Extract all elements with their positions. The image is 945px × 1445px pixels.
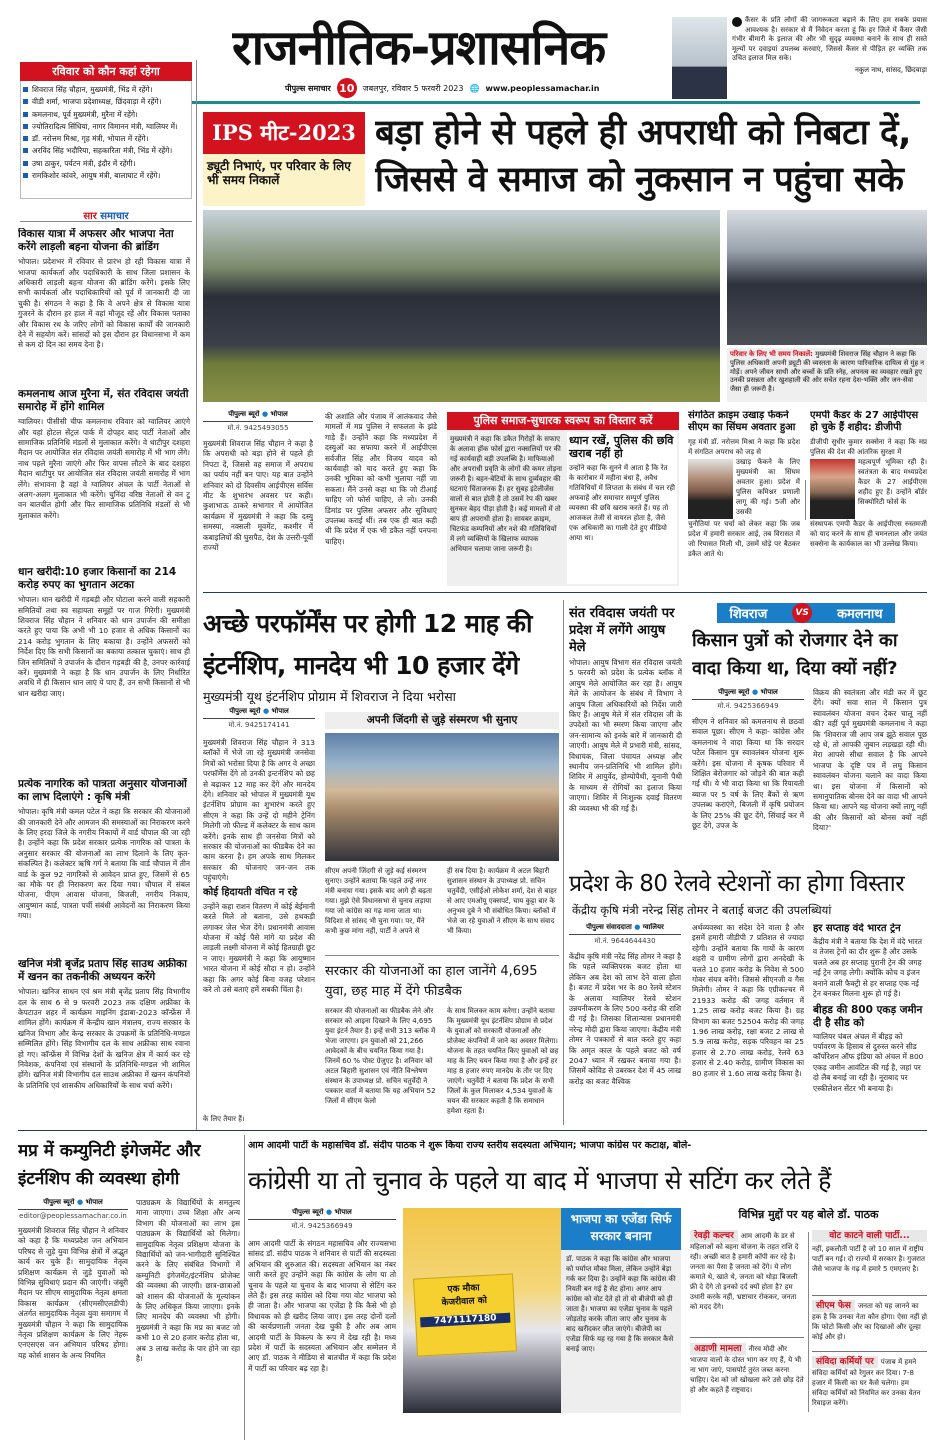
byline-source: पीपुल्स ब्यूरो — [228, 410, 260, 418]
police-body: मुख्यमंत्री ने कहा कि डकैत गिरोहों के सफाए के अलावा हॉक फोर्स द्वारा नक्सलियों पर की गई कार्यवाही बड़ी उपलब्धि है। माफियाओं और अपराधी प्रवृति के लोगों की कमर तोड़ना जरूरी है। बहन-बेटियों के साथ दुर्व्यवहार की घटनाएं चिंताजनक हैं। हर सुबह इंटेलीजेंस वालों से बात होती है तो उसमें रेप की खबर सुनकर बेहद पीड़ा होती है। कई मामलों में तो बाप ही अपराधी होता है। सायबर क्राइम, चिटफंड कम्पनियों और नशे की गतिविधियों में लगे व्यक्तियों के खिलाफ व्यापक अभियान चलाया जाना जरूरी है। — [450, 435, 562, 553]
brief-body: भोपाल। प्रदेशभर में रविवार से प्रारंभ हो रही विकास यात्रा में भाजपा कार्यकर्ता और पदाधिकारी के साथ जिला प्रशासन के अधिकारी लाड़ली बहना योजना की ब्रांडिंग करेंगे। इसके लिए सभी कार्यकर्ता और पदाधिकारियों को पूर्व में जानकारी दी जा चुकी है। संगठन ने कहा है कि वे अपने क्षेत्र से विकास यात्रा गुजरने के दौरान हर हाल में वहां मौजूद रहें और विकास पताका और विकास रथ के जरिए लोगों को विकास कार्यों की जानकारी देने में सहयोग करें। सांसदों को इस दौरान हर विधानसभा में कम से कम दो दिन का समय देना है। — [18, 257, 190, 350]
schedule-title: रविवार को कौन कहां रहेगा — [20, 62, 192, 81]
brief-headline: विकास यात्रा में अफसर और भाजपा नेता करेंगे लाड़ली बहना योजना की ब्रांडिंग — [18, 228, 174, 253]
ips-kicker: IPS मीट-2023 — [203, 112, 365, 154]
byline — [18, 1198, 128, 1210]
photo-title: अपनी जिंदगी से जुड़े संस्मरण भी सुनाए — [325, 712, 559, 729]
poster-line: केजरीवाल को — [441, 1295, 488, 1309]
byline-city: भोपाल — [271, 707, 289, 715]
ips-story-col2: की अशांति और पंजाब में आतंकवाद जैसे मामलों में मप्र पुलिस ने सफलता के झंडे गाड़े हैं। उन्होंने कहा कि मध्यप्रदेश में दस्युओं का सफाया करने में आईपीएस सर्वजीत सिंह और विजय यादव को कार्यवाही को याद करते हुए कहा कि उनकी भूमिका को कभी भुलाया नहीं जा सकता। मैंने उनसे कहा था कि जो टीआई चाहिए जो फोर्स चाहिए, ले लो। उनकी डिमांड पर पुलिस अफसर और सुविधाएं उपलब्ध कराई थीं। तब एक ही बात कही थी कि प्रदेश में एक भी डकैत नहीं पनपना चाहिए। — [325, 412, 437, 546]
schedule-box — [20, 81, 192, 199]
community-col2: पाठ्यक्रम के विद्यार्थियों के समतुल्य माना जाएगा। उच्च शिक्षा और अन्य विभाग की योजनाओं का लाभ इस पाठ्यक्रम के विद्यार्थियों को मिलेगा। सामुदायिक नेतृत्व प्रशिक्षण योजना के विद्यार्थियों को जन-भागीदारी सुनिश्चित करने के लिए संबंधित विभागों में कम्युनिटी इंगेजमेंट/इंटर्नशिप प्रोजेक्ट की व्यवस्था की जाएगी। छात्र-छात्राओं को शासन की योजनाओं के मूल्यांकन के लिए अधिकृत किया जाएगा। इनके लिए मानदेय की व्यवस्था भी होगी। मुख्यमंत्री ने कहा कि मप्र का बजट जो कभी 10 से 20 हजार करोड़ होता था, अब 3 लाख करोड़ के पार होने जा रहा है। — [136, 1198, 240, 1364]
dot-icon: ● — [634, 923, 641, 931]
issue-item — [690, 1343, 804, 1395]
ravidas-body: भोपाल। आयुष विभाग संत रविदास जयंती 5 फरवरी को प्रदेश के प्रत्येक ब्लॉक में आयुष मेले आयोजित कर रहा है। आयुष मेले के आयोजन के संबंध में विभाग ने आयुष जिला अधिकारियों को निर्देश जारी किए हैं। आयुष मेले में संत रविदास जी के उपदेशों का भी स्मरण किया जाएगा और जन-सामान्य को इनके बारे में जानकारी दी जाएगी। आयुष मेले में प्रभारी मंत्री, सांसद, विधायक, जिला पंचायत अध्यक्ष और स्थानीय जन-प्रतिनिधि भी शामिल होंगे। शिविर में आयुर्वेद, होम्योपैथी, यूनानी पैथी के माध्यम से रोगियों का इलाज किया जाएगा। शिविर में निःशुल्क दवाई वितरण की व्यवस्था भी की गई है। — [569, 658, 682, 813]
brief-headline: खनिज मंत्री बृजेंद्र प्रताप सिंह साउथ अफ्रीका में खनन का तकनीकी अध्ययन करेंगे — [18, 958, 187, 983]
schedule-item: रामकिशोर कांवरे, आयुष मंत्री, बालाघाट में रहेंगे। — [23, 170, 189, 182]
home-minister-photo — [688, 459, 733, 519]
story-body: केंद्रीय कृषि मंत्री नरेंद्र सिंह तोमर ने कहा है कि पहले व्यक्तिपरक बजट होता था लेकिन अब देश को लाभ देने वाला होता है। बजट में प्रदेश भर के 80 रेलवे स्टेशन के अलावा ग्वालियर रेलवे स्टेशन उन्नयनीकरण के लिए 500 करोड़ की राशि दी गई है। जिसका शिलान्यास प्रधानमंत्री नरेन्द्र मोदी द्वारा किया जाएगा। केंद्रीय मंत्री तोमर ने पत्रकारों से बात करते हुए कहा कि अमृत काल के पहले बजट को वर्ष 2047 ध्यान में रखकर बनाया गया है। जिसमें कोविड से उबरकर देश में 45 लाख करोड़ का बजट वैश्विक — [569, 952, 681, 1086]
brief-story — [18, 388, 190, 566]
issues-title: विभिन्न मुद्दों पर यह बोले डॉ. पाठक — [738, 1208, 879, 1221]
lead-headline: बड़ा होने से पहले ही अपराधी को निबटा दें, जिससे वे समाज को नुकसान न पहुंचा सके — [375, 113, 911, 200]
story-body: सीएम ने शनिवार को कमलनाथ से छठवां सवाल पूछा। सीएम ने कहा- कांग्रेस और कमलनाथ ने वादा किया था कि सरदार पटेल किसान पुत्र स्वावलंबन योजना शुरू करेंगे। इस योजना में कृषक परिवार में शिक्षित बेरोजगार को जोड़ने की बात कही गई थी। ये भी वादा किया था कि रियायती ब्याज पर 5 वर्ष के लिए बैंकों से ऋण उपलब्ध कराएंगे, बिजली में कृषि प्रयोजन के लिए 25% की छूट देंगे, सिंचाई कर में छूट देंगे, उपज के — [692, 717, 804, 831]
dgp-photo — [810, 459, 855, 519]
label-part: सार — [83, 211, 97, 222]
issue-item — [812, 1230, 927, 1296]
story-body: मुख्यमंत्री शिवराज सिंह चौहान ने कहा है कि अपराधी को बड़ा होने से पहले ही निपटा दें, जिससे वह समाज में अपराध का पर्याय नहीं बन पाए। यह बात उन्होंने शनिवार को दो दिवसीय आईपीएस सर्विस मीट के शुभारंभ अवसर पर कही। कुशाभाऊ ठाकरे सभागार में आयोजित कार्यक्रम में मुख्यमंत्री ने कहा कि दस्यु समस्या, नक्सली मूवमेंट, कश्मीर में कबाइलियों की घुसपैठ, देश के उत्तरी-पूर्वी राज्यों — [203, 439, 313, 553]
brief-body: भोपाल। धान खरीदी में गड़बड़ी और घोटाला करने वाली सहकारी समितियों तथा स्व सहायता समूहों पर गाज गिरेगी। मुख्यमंत्री शिवराज सिंह चौहान ने शनिवार को धान उपार्जन की समीक्षा करते हुए पाया कि अभी भी 10 हजार से अधिक किसानों का 214 करोड़ भुगतान के लिए बकाया है। उन्होंने अफसरों को निर्देश दिए कि सभी किसानों का बकाया तत्काल चुकाएं। साथ ही जिन समितियों ने उपार्जन के दौरान गड़बड़ी की है, उनपर कार्रवाई करें। मुख्यमंत्री ने कहा है कि धान उपार्जन के लिए निर्धारित अवधि में ही किसान धान लाएं ये पाए हैं, उन सभी किसानों से भी धान खरीदा जाए। — [18, 595, 190, 698]
dgp-headline: एमपी कैडर के 27 आईपीएस हो चुके हैं शहीद: डीजीपी — [810, 410, 919, 433]
photo-caption: सीएम अपनी जिंदगी से जुड़े कई संस्मरण सुनाए। उन्होंने बताया कि पहले उन्हें नगर मंत्री बनाया गया। इसके बाद आगे ही बढ़ता गया। मुझे ऐसे विधानसभा से चुनाव लड़ाया गया जो कांग्रेस का गढ़ माना जाता था। विदिशा से सांसद भी चुना गया। पर, मैंने कभी कुछ मांगा नहीं, पार्टी ने अपने से — [325, 867, 432, 935]
website-link[interactable]: www.peoplessamachar.in — [485, 83, 600, 93]
railway-subhead: केंद्रीय कृषि मंत्री नरेन्द्र सिंह तोमर ने बताई बजट की उपलब्धियां — [572, 903, 832, 917]
schedule-list — [23, 84, 189, 182]
police-sub — [567, 432, 677, 584]
ips-subhead: ड्यूटी निभाएं, पर परिवार के लिए भी समय निकालें — [203, 154, 365, 206]
railway-col1 — [569, 923, 681, 1123]
quote-author: नकुल नाथ, सांसद, छिंदवाड़ा — [855, 65, 927, 74]
railway-col3 — [813, 923, 927, 1123]
brief-story — [18, 566, 190, 778]
column-divider — [805, 480, 806, 520]
poster-placard — [413, 1273, 517, 1356]
police-sub-headline: ध्यान रखें, पुलिस की छवि खराब नहीं हो — [569, 434, 674, 461]
schedule-item: अरविंद सिंह भदौरिया, सहकारिता मंत्री, भिंड में रहेंगे। — [23, 145, 189, 157]
schedule-item: ज्योतिरादित्य सिंधिया, नागर विमानन मंत्री, ग्वालियर में। — [23, 121, 189, 133]
header-rule — [192, 101, 920, 104]
photo-caption — [727, 348, 927, 402]
left-stories — [18, 228, 190, 1128]
issue-tag: संविदा कर्मियों पर — [812, 1356, 878, 1368]
crime-body: उखाड़ फेंकने के लिए मुख्यमंत्री का सिंघम अवतार हुआ। प्रदेश में पुलिस कमिश्नर प्रणाली लागू की गई। 5जी और उसकी — [736, 458, 800, 516]
brief-body: ग्वालियर। पीसीसी चीफ कमलनाथ रविवार को ग्वालियर आएंगे और यहां होटल सेंट्रल पार्क में दोपहर बाद पार्टी नेताओं और सामाजिक प्रतिनिधि मंडलों से मुलाकात करेंगे। वे थाटीपुर दशहरा मैदान पर आयोजित संत रविदास जयंती समारोह में भी भाग लेंगे। नाथ पहले मुरैना जाएंगे और फिर वापस लौटने के बाद दशहरा मैदान थाटीपुर पर आयोजित संत रविदास जयंती समारोह में भाग लेंगे। संभावना है वहां वे ग्वालियर अंचल के पार्टी नेताओं से अलग-अलग मुलाकात भी करेंगे। चुनिंदा वरिष्ठ नेताओं से वन टू वन बातचीत होगी और फिर सामाजिक प्रतिनिधि मंडलों से भी मुलाकात करेंगे। — [18, 417, 190, 520]
story-body: मुख्यमंत्री शिवराज सिंह चौहान ने शनिवार को कहा है कि मध्यप्रदेश जन अभियान परिषद से जुड़े युवा विभिन्न क्षेत्रों में अद्भुत कार्य कर चुके हैं। सामुदायिक नेतृत्व प्रशिक्षण कार्यक्रम से जुड़े युवाओं को विभिन्न सुविधाएं प्रदान की जाएंगी। जंबूरी मैदान पर सीएम सामुदायिक नेतृत्व क्षमता विकास कार्यक्रम (सीएमसीएलडीपी) अंतर्गत सामुदायिक नेतृत्व युवा समागम में मुख्यमंत्री चौहान ने कहा कि सामुदायिक नेतृत्व प्रशिक्षण कार्यक्रम के लिए नेहरू एनएसएस जन अभियान परिषद होगा। यह कोर्स शासन के अन्य नियमित — [18, 1226, 128, 1360]
issue-text: पंजाब में हमने संविदा कर्मियों को रेगुलर कर दिया। 7-8 हजार में किसी का घर कैसे चलेगा। हम संविदा कर्मियों को नियमित कर उनका वेतन रिवाइज करेंगे। — [812, 1358, 921, 1407]
quote-box — [732, 16, 927, 100]
issue-text: नीरव मोदी और भाजपा वालों के दोस्त भाग कर गए हैं, ये भी ना भाग जाएं, पासपोर्ट तुरंत जब्त करना चाहिए। देश को जो खोखला करे उसे छोड़ देते हो और कहते हैं राष्ट्रवाद। — [690, 1345, 804, 1394]
date: जबलपुर, रविवार 5 फरवरी 2023 — [362, 83, 464, 93]
brief-story — [18, 778, 190, 958]
poster-number: 7471117180 — [420, 1313, 510, 1328]
subhead: बीहड की 800 एकड़ जमीन दी है सीड को — [813, 1004, 923, 1030]
internship-subhead: मुख्यमंत्री यूथ इंटर्नशिप प्रोग्राम में शिवराज ने दिया भरोसा — [203, 689, 456, 704]
crime-story — [688, 410, 800, 586]
caption-text: मुख्यमंत्री शिवराज सिंह चौहान ने कहा कि पुलिस अधिकारी अपनी ड्यूटी की व्यस्तता के कारण पारिवारिक दायित्व से मुंह न मोड़ें। अपने जीवन साथी और बच्चों के प्रति स्नेह, अपनत्व का व्यवहार रखते हुए उनकी प्रसन्नता और खुशहाली की ओर सचेत रहना देश-भक्ति और जन-सेवा जैसा ही जरूरी है। — [730, 350, 925, 394]
brief-body: भोपाल। कृषि मंत्री कमल पटेल ने कहा कि सरकार की योजनाओं की जानकारी देने और आमजन की समस्याओं का निराकरण करने के लिए हरदा जिले के नगरीय निकायों में वार्ड चौपाल की जा रही है। उन्होंने कहा कि प्रदेश सरकार प्रत्येक नागरिक को पात्रता के अनुसार सरकार की योजनाओं का लाभ दिलाने के लिए कृत-संकल्पित है। कलेक्टर ऋषि गर्ग ने बताया कि वार्ड चौपाल में तीन वार्ड के कुल 92 नागरिकों से आवेदन प्राप्त हुए, जिसमें से 65 का मौके पर ही निराकरण कर दिया गया। चौपाल में संबल योजना, पीएम आवास योजना, बिजली, नगरीय निकाय, आयुष्मान कार्ड, पात्रता पर्ची संबंधी आवेदनों का निराकरण किया गया। — [18, 807, 190, 921]
byline-city: भोपाल — [270, 410, 288, 418]
label-part: समाचार — [100, 211, 129, 222]
section-divider — [203, 592, 927, 593]
byline-source: पीपुल्स ब्यूरो — [43, 1198, 75, 1206]
mobile-number: मो.नं. 9425366949 — [717, 702, 779, 710]
caption-lead: परिवार के लिए भी समय निकालें: — [730, 350, 813, 358]
quote-author-photo — [672, 17, 727, 99]
feedback-body: के साथ मिलकर काम करेगा। उन्होंने बताया कि मुख्यमंत्री यूथ इंटर्नशिप प्रोग्राम से प्रदेश के युवाओं को सरकारी योजनाओं और प्रोजेक्ट कंपनियों में जाने का अवसर मिलेगा। योजना के तहत चयनित किए युवाओं को छह माह के लिए चयन किया गया है और इन्हें हर माह 8 हजार रुपए मानदेय के तौर पर दिए जाएंगे। चतुर्वेदी ने बताया कि प्रदेश के सभी जिलों के कुल मिलाकर 4,534 युवाओं के चयन की सरकार कहती है कि समाधान हमेशा रहता है। — [447, 1007, 559, 1115]
issue-tag: रेवड़ी कल्चर — [690, 1230, 738, 1242]
editor-email[interactable]: editor@peoplessamachar.co.in — [19, 1212, 127, 1220]
versus-col1 — [692, 688, 804, 868]
byline-city: ग्वालियर — [642, 923, 664, 931]
schedule-item: कमलनाथ, पूर्व मुख्यमंत्री, मुरैना में रहेंगे। — [23, 109, 189, 121]
story-body: उन्होंने कहा राशन वितरण में कोई बेईमानी करते मिले तो बताना, उसे हथकड़ी लगाकर जेल भेज देंगे। प्रधानमंत्री आवास योजना में कोई पैसे मांगे या प्रदेश की लाड़ली लक्ष्मी योजना में कोई हितग्राही छूट न जाए। मुख्यमंत्री ने कहा कि आयुष्मान भारत योजना में कोई सौदा न हो। उन्होंने कहा कि अगर कोई बिना वजह परेशान करे तो उसे बताएं हमें सबकी चिंता है। — [203, 901, 315, 994]
issue-text: आम आदमी के डर से महिलाओं को बहना योजना के तहत राशि दे रही। अच्छी बात है हमारी कॉपी कर रहे है। जनता का पैसा है जनता को देंगे। ये लोग कमाते थे, खाते थे, जनता को थोड़ा बिजली फ्री दे देंगे तो इनको दर्द क्यों होता है? हम उधारी करके नहीं, भ्रष्टाचार रोककर, जनता को मदद देंगे। — [690, 1232, 799, 1311]
twitter-bird-icon — [732, 17, 742, 27]
aap-box-title: भाजपा का एजेंडा सिर्फ सरकार बनाना — [561, 1208, 681, 1250]
saar-samachar-label — [20, 208, 192, 222]
schedule-item: वीडी शर्मा, भाजपा प्रदेशाध्यक्ष, छिंदवाड़ा में रहेंगे। — [23, 96, 189, 108]
page-number: 10 — [337, 78, 357, 98]
photo-caption: ही सब दिया है। कार्यक्रम में अटल बिहारी सुशासन संस्थान के उपाध्यक्ष प्रो. सचिन चतुर्वेदी, एसीईओ लोकेश शर्मा, देश से बाहर से आए एमओयू एक्सपर्ट, चाय कुट्टा बार के अनुभव दुबे ने भी संबोधित किया। ब्लॉकों में भेजे जा रहे युवाओं ने सीएम के साथ संवाद भी किया। — [447, 867, 557, 935]
byline-city: भोपाल — [334, 1208, 352, 1216]
column-divider — [563, 600, 564, 1125]
aap-box-body: डॉ. पाठक ने कहा कि कांग्रेस और भाजपा को पर्याप्त मौका मिला, लेकिन उन्होंने बेड़ा गर्क कर दिया है। उन्होंने कहा कि कांग्रेस की नियती बन गई है सेट होना। अगर आप कांग्रेस को वोट देते हो तो वो बीजेपी को ही जाता है। भाजपा का एजेंडा चुनाव के पहले जोड़तोड़ करके जीता जाए और चुनाव के बाद खरीदकर जीत जाएंगे। बीजेपी का एजेंडा सिर्फ यह रह गया है कि सरकार कैसे बनाई जाए। — [566, 1255, 676, 1353]
crime-headline: संगठित क्राइम उखाड़ फेंकने सीएम का सिंघम अवतार हुआ — [688, 410, 796, 433]
internship-photo — [325, 733, 559, 861]
issue-text: नहीं, इकलौती पार्टी है जो 10 साल में राष्ट्रीय पार्टी बन गई। दो राज्यों में सरकार है। गुजरात जैसे भाजपा के गढ़ में हमारे 5 एमएलए है। — [812, 1245, 925, 1273]
issue-item — [690, 1230, 804, 1338]
versus-banner — [717, 603, 895, 623]
aap-kicker: आम आदमी पार्टी के महासचिव डॉ. संदीप पाठक ने शुरू किया राज्य स्तरीय सदस्यता अभियान; भाजपा कांग्रेस पर कटाक्ष, बोले- — [248, 1140, 692, 1151]
police-sub-body: उन्होंने कहा कि सुनने में आता है कि रेत के कारोबार में महीना बंधा है, अवैध गतिविधियों में लिप्तता के संबंध में चल रही अफवाहें और समाचार सम्पूर्ण पुलिस व्यवस्था की छवि खराब करते हैं। यह तो आजकल तेजी से वायरल होता है, जैसे एक अधिकारी का गाली देते हुए वीडियो आया था। — [569, 464, 675, 543]
column-divider — [808, 1232, 809, 1412]
railway-headline: प्रदेश के 80 रेलवे स्टेशनों का होगा विस्तार — [569, 871, 905, 897]
globe-icon: 🌐 — [469, 83, 480, 93]
dgp-body: महत्वपूर्ण भूमिका रही है। स्वतंत्रता के बाद मध्यप्रदेश कैडर के 27 आईपीएस शहीद हुए हैं। उन्होंने बॉर्डर सिक्योरिटी फोर्स के — [858, 458, 927, 506]
community-col1 — [18, 1198, 128, 1443]
issue-item — [812, 1356, 927, 1408]
crime-body: चुनौतियां पर चर्चा को लेकर कहा कि जब प्रदेश में हमारी सरकार आई, तब विरासत में जो रियासत मिली थी, उसमें घोड़े पर बैठकर डकैत आते थे। — [688, 520, 800, 558]
mobile-number: मो.नं. 9425366949 — [291, 1222, 353, 1230]
byline-source: पीपुल्स ब्यूरो — [718, 688, 750, 696]
versus-right: कमलनाथ — [837, 607, 883, 622]
subhead: कोई हिदायती वंचित न रहे — [203, 886, 298, 898]
byline-source: पीपुल्स ब्यूरो — [229, 707, 261, 715]
issues-col2 — [812, 1230, 927, 1420]
internship-col1 — [203, 707, 315, 1113]
byline — [569, 923, 681, 935]
dot-icon: ● — [325, 1208, 333, 1216]
dateline — [285, 78, 665, 98]
byline — [203, 707, 315, 719]
brief-headline: कमलनाथ आज मुरैना में, संत रविदास जयंती समारोह में होंगे शामिल — [18, 388, 189, 413]
byline — [248, 1208, 396, 1220]
brief-headline: प्रत्येक नागरिक को पात्रता अनुसार योजनाओं का लाभ दिलाएंगे : कृषि मंत्री — [18, 778, 187, 803]
byline-source: पीपुल्स संवाददाता — [586, 923, 632, 931]
byline-source: पीपुल्स ब्यूरो — [292, 1208, 324, 1216]
ips-photo-right — [727, 210, 927, 345]
dgp-body: डीजीपी सुधीर कुमार सक्सेना ने कहा कि मप्र पुलिस की देश की आंतरिक सुरक्षा में — [810, 438, 927, 456]
aap-box — [561, 1208, 681, 1413]
story-body: ग्वालियर चंबल अंचल में बीहड़ को पर्यावरण के हिसाब से दुरुस्त करने सीड कॉर्पोरेशन ऑफ इंडिया को अंचल में 800 एकड़ जमीन आवंटित की गई है, जहां पर दो लैब बनाई जा रही है। नूराबाद पर एस्कीलेशन सेंटर भी बनाया है। — [813, 1031, 924, 1093]
issue-item — [812, 1300, 927, 1352]
story-body: केंद्रीय मंत्री ने बताया कि देश में वंदे भारत व तेजस ट्रेनों का दौर शुरू है और उसके चलते अब हर सप्ताह पुरानी ट्रेन की जगह नई ट्रेन जगह लेगी। क्योंकि कोच व इंजन बनाने वाली फैक्ट्री से हर सप्ताह एक नई ट्रेन बनकर मिलना शुरू हो गई है। — [813, 937, 922, 999]
story-body: आम आदमी पार्टी के संगठन महासचिव और राज्यसभा सांसद डॉ. संदीप पाठक ने शनिवार से पार्टी की सदस्यता अभियान की शुरुआत की। सदस्यता अभियान का नंबर जारी करते हुए उन्होंने कहा कि कांग्रेस के लोग या तो चुनाव के पहले या चुनाव के बाद भाजपा से सेटिंग कर लेते हैं। इस तरह कांग्रेस को दिया गया वोट भाजपा को ही जाता है। और भाजपा का एजेंडा है कि कैसे भी हो विधायक को ही खरीद लिया जाए। इस तरह दोनों दलों की कार्यप्रणाली जनता देख चुकी है और अब आम आदमी पार्टी के विकल्प के रूप में देख रही है। मध्य प्रदेश में पार्टी के सदस्यता अभियान और सम्मेलन में आए डॉ. पाठक ने मीडिया से बातचीत में कहा कि प्रदेश में पार्टी का परिवार बढ़ रहा है। — [248, 1239, 396, 1373]
aap-headline: कांग्रेसी या तो चुनाव के पहले या बाद में भाजपा से सटिंग कर लेते हैं — [248, 1166, 831, 1195]
feedback-headline: सरकार की योजनाओं का हाल जानेंगे 4,695 युवा, छह माह में देंगे फीडबैक — [325, 964, 538, 999]
police-headline: पुलिस समाज-सुधारक स्वरूप का विस्तार करें — [447, 412, 679, 430]
mobile-number: मो.नं. 9644644430 — [594, 937, 656, 945]
byline — [692, 688, 804, 700]
divider — [325, 955, 559, 956]
paper-name: पीपुल्स समाचार — [285, 83, 331, 93]
versus-col2: विक्रय की स्वतंत्रता और मंडी कर में छूट देंगे। क्यों सवा साल में किसान पुत्र स्वावलंबन योजना वचन देकर चालू नहीं की? वहीं पूर्व मुख्यमंत्री कमलनाथ ने कहा कि 'शिवराज जी आप जब झूठे सवाल पूछ रहे थे, तो आपकी जुबान लड़खड़ा रही थी। मेरा आपसे सीधा सवाल है कि आपने भाजपा के दृष्टि पत्र में लघु किसान स्वावलंबन योजना चलाने का वादा किया था। इस योजना में किसानों को समानुपातिक बोनस देने का वादा भी आपने किया था। आपने यह योजना क्यों लागू नहीं की और किसानों को बोनस क्यों नहीं दिया?' — [813, 688, 927, 833]
brief-story — [18, 958, 190, 1128]
crime-body: गृह मंत्री डॉ. नरोत्तम मिश्रा ने कहा कि प्रदेश में संगठित अपराध को जड़ से — [688, 438, 800, 456]
dot-icon: ● — [76, 1198, 84, 1206]
subhead: हर सप्ताह वंदे भारत ट्रेन — [813, 923, 901, 934]
page-title: राजनीतिक-प्रशासनिक — [232, 20, 606, 76]
quote-text: कैंसर के प्रति लोगों की जागरूकता बढ़ाने के लिए हम सबके प्रयास आवश्यक है। सरकार से मैं निवेदन करता हूं कि हर जिले में कैंसर जैसी गंभीर बीमारी के इलाज की और भी सुदृढ़ व्यवस्था बनाने के साथ ही सस्ते मूल्यों पर दवाइयां उपलब्ध करवाएं, जिससे कैंसर से पीड़ित हर व्यक्ति तक उचित इलाज मिल सके। — [732, 16, 927, 63]
dot-icon: ● — [751, 688, 759, 696]
poster-line: एक मौका — [447, 1283, 480, 1295]
schedule-item: उषा ठाकुर, पर्यटन मंत्री, इंदौर में रहेंगी। — [23, 158, 189, 170]
issue-tag: अडाणी मामला — [690, 1343, 746, 1355]
vs-badge: VS — [792, 603, 812, 623]
dot-icon: ● — [262, 707, 270, 715]
story-body: मुख्यमंत्री शिवराज सिंह चौहान ने 313 ब्लॉकों में भेजे जा रहे मुख्यमंत्री जनसेवा मित्रों को भरोसा दिया है कि अगर वे अच्छा परफॉर्मेंस देंगे तो उनकी इन्टर्नशिप को छह से बढ़ाकर 12 माह कर देंगे और मानदेय देंगे। शनिवार को भोपाल में मुख्यमंत्री यूथ इंटर्नशिप प्रोग्राम का शुभारंभ करते हुए सीएम ने कहा कि उन्हें दो महीने ट्रेनिंग मिलेगी जो फील्ड में कलेक्टर के साथ काम करेंगे। इनके साथ ही जनसेवा मित्रों को सरकार की योजनाओं का फीडबैक देने का काम करना है। हम अपके साथ मिलकर सरकार की योजनाएं जन-जन तक पहुंचाएंगे। — [203, 738, 315, 883]
byline — [203, 410, 313, 422]
issues-col1 — [690, 1230, 804, 1420]
versus-left: शिवराज — [729, 607, 768, 622]
issue-tag: सीएम फेस — [812, 1300, 855, 1312]
ravidas-story — [569, 605, 682, 867]
byline-city: भोपाल — [760, 688, 778, 696]
dgp-story — [810, 410, 927, 586]
community-headline: मप्र में कम्युनिटी इंगेजमेंट और इंटर्नशिप की व्यवस्था होगी — [18, 1141, 201, 1189]
schedule-item: शिवराज सिंह चौहान, मुख्यमंत्री, भिंड में रहेंगे। — [23, 84, 189, 96]
brief-body: भोपाल। खनिज साधन एवं श्रम मंत्री बृजेंद्र प्रताप सिंह विभागीय दल के साथ 6 से 9 फरवरी 2023 तक दक्षिण अफ्रीका के केपटाउन शहर में कार्यक्रम माइनिंग इंडाबा-2023 कॉन्फ्रेंस में शामिल होंगे। कार्यक्रम में केन्द्रीय खान मंत्रालय, राज्य सरकार के खनिज विभाग और केन्द्र सरकार के उपक्रमों के प्रतिनिधि-मण्डल सम्मिलित होंगे। सिंह विभागीय दल के साथ अफ्रीका साथ रवाना हो गए। कॉन्फ्रेंस में विभिन्न देशों के खनिज क्षेत्र में कार्य कर रहे निवेशक, कंपनियां एवं संस्थानों के प्रतिनिधि-मण्डल भी शामिल होंगे। खनिज मंत्री विभागीय दल साउथ अफ्रीका में खनन कंपनियों के प्रतिनिधि एवं शासकीय अधिकारियों के साथ चर्चा करेंगे। — [18, 987, 190, 1090]
issue-tag: वोट काटने वाली पार्टी... — [812, 1230, 927, 1242]
brief-story — [18, 228, 190, 388]
internship-headline: अच्छे परफॉर्मेंस पर होगी 12 माह की इंटर्नशिप, मानदेय भी 10 हजार देंगे — [203, 609, 532, 680]
aap-col1 — [248, 1208, 396, 1443]
column-divider — [244, 1135, 245, 1440]
schedule-item: डॉ. नरोत्तम मिश्रा, गृह मंत्री, भोपाल में रहेंगे। — [23, 133, 189, 145]
mobile-number: मो.नं. 9425493055 — [227, 424, 289, 432]
mobile-number: मो.नं. 9425174141 — [228, 721, 290, 729]
column-divider — [196, 60, 197, 1130]
police-box — [447, 412, 679, 586]
dgp-body: संस्थापक एमपी कैडर के आईपीएस रुस्तमजी को याद करने के साथ ही चमनलाल और जयंत सक्सेना के कार्यकाल का भी उल्लेख किया। — [810, 520, 927, 548]
dot-icon: ● — [261, 410, 269, 418]
aap-photo — [403, 1208, 561, 1413]
ips-group-photo — [203, 210, 720, 402]
brief-headline: धान खरीदी:10 हजार किसानों का 214 करोड़ रुपए का भुगतान अटका — [18, 566, 177, 591]
section-divider — [18, 1130, 927, 1131]
railway-col2: अर्थव्यवस्था का संदेश देने वाला है और इसमें हमारी जीडीपी 7 प्रतिशत से ज्यादा रहेगी। उन्होंने बताया कि गायों के कारण शहरी व ग्रामीण लोगों द्वारा अनदेखी के चलते 10 हजार करोड़ के निवेश से 500 गोबर संयत्र बनेंगे। जिससे सीएनजी व गैस मिलेगी। तोमर ने कहा कि एग्रीकल्चर में 21933 करोड़ की जगह वर्तमान में 1.25 लाख करोड़ बजट किया है। ग्रह विभाग का बजट 52504 करोड़ की जगह 1.96 लाख करोड़, रक्षा बजट 2 लाख से 5.9 लाख करोड़, सड़क परिवहन का 25 हजार से 2.70 लाख करोड़, रेलवे 63 हजार से 2.40 करोड़, ग्रामीण विकास का 80 हजार से 1.60 लाख करोड़ किया है। — [692, 923, 804, 1078]
ravidas-headline: संत रविदास जयंती पर प्रदेश में लगेंगे आयुष मेले — [569, 606, 675, 655]
byline-city: भोपाल — [85, 1198, 103, 1206]
story-continuation: के लिए तैयार हैं। — [203, 1114, 315, 1126]
issue-text: जनता को यह जानने का हक है कि उनका नेता कौन होगा। ऐसा नहीं हो कि फोटो किसी और का दिखाओ और दूल्हा कोई और हो। — [812, 1302, 927, 1341]
ips-story-col1 — [203, 410, 313, 585]
feedback-body: सरकार की योजनाओं का फीडबैक लेने और सरकार को आइना दिखाने के लिए 4,695 युवा इंटर्न तैयार है। इन्हें सभी 313 ब्लॉक में भेजा जाएगा। इन युवाओं को 21,266 आवेदकों के बीच चयनित किया गया है। जिनमें 60 % पोस्ट ग्रेजुएट है। शनिवार को अटल बिहारी सुशासन एवं नीति विश्लेषण संस्थान के उपाध्यक्ष प्रो. सचिन चतुर्वेदी ने पत्रकार वार्ता में बताया कि यह अभियान 52 जिलों में सीएम फेलो — [325, 1007, 436, 1105]
versus-headline: किसान पुत्रों को रोजगार देने का वादा किया था, दिया क्यों नहीं? — [692, 630, 898, 679]
